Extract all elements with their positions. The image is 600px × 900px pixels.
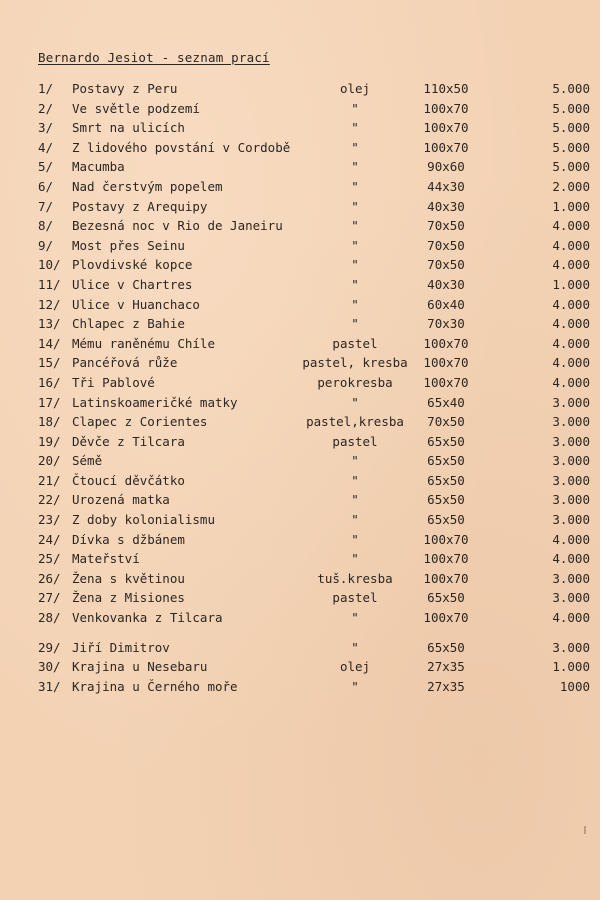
technique: pastel,kresba [306, 414, 404, 430]
item-number: 25/ [38, 551, 61, 567]
technique: " [351, 316, 359, 332]
item-number: 7/ [38, 198, 54, 214]
item-number: 3/ [38, 120, 54, 136]
list-item [0, 81, 600, 101]
work-title: Nad čerstvým popelem [72, 178, 223, 194]
price: 4.000 [552, 355, 590, 371]
work-title: Urozená matka [72, 492, 170, 508]
item-number: 24/ [38, 531, 61, 547]
price: 3.000 [552, 590, 590, 606]
technique: pastel, kresba [302, 355, 408, 371]
list-item [0, 395, 600, 415]
list-item [0, 571, 600, 591]
price: 3.000 [552, 433, 590, 449]
work-title: Žena z Misiones [72, 590, 185, 606]
technique: " [351, 159, 359, 175]
technique: " [351, 178, 359, 194]
dimensions: 100x70 [423, 531, 469, 547]
list-item [0, 512, 600, 532]
work-title: Venkovanka z Tilcara [72, 610, 223, 626]
price: 4.000 [552, 610, 590, 626]
list-item [0, 140, 600, 160]
list-item [0, 590, 600, 610]
technique: olej [339, 659, 371, 675]
list-item [0, 159, 600, 179]
price: 2.000 [552, 178, 590, 194]
work-title: Jiří Dimitrov [72, 639, 170, 655]
dimensions: 60x40 [427, 296, 465, 312]
dimensions: 70x50 [427, 237, 465, 253]
list-item [0, 375, 600, 395]
item-number: 15/ [38, 355, 61, 371]
list-item [0, 355, 600, 375]
technique: olej [339, 81, 371, 96]
technique: perokresba [317, 374, 393, 390]
list-item [0, 610, 600, 630]
price: 3.000 [552, 570, 590, 586]
technique: tuš.kresba [317, 570, 393, 586]
item-number: 13/ [38, 316, 61, 332]
dimensions: 65x50 [427, 492, 465, 508]
work-title: Děvče z Tilcara [72, 433, 185, 449]
item-number: 10/ [38, 257, 61, 273]
paper-mark [584, 826, 586, 834]
dimensions: 110x50 [423, 81, 469, 96]
technique: " [351, 639, 359, 655]
list-item [0, 238, 600, 258]
price: 4.000 [552, 551, 590, 567]
item-number: 8/ [38, 218, 54, 234]
work-title: Smrt na ulicích [72, 120, 185, 136]
dimensions: 100x70 [423, 610, 469, 626]
list-item [0, 640, 600, 660]
work-title: Chlapec z Bahie [72, 316, 185, 332]
work-title: Pancéřová růže [72, 355, 178, 371]
work-title: Ve světle podzemí [72, 100, 200, 116]
price: 3.000 [552, 639, 590, 655]
work-title: Plovdivské kopce [72, 257, 193, 273]
dimensions: 70x50 [427, 218, 465, 234]
price: 4.000 [552, 335, 590, 351]
technique: pastel [332, 335, 378, 351]
price: 3.000 [552, 414, 590, 430]
document-title: Bernardo Jesiot - seznam prací [38, 50, 270, 65]
dimensions: 70x50 [427, 257, 465, 273]
price: 5.000 [552, 120, 590, 136]
technique: " [351, 218, 359, 234]
item-number: 4/ [38, 139, 54, 155]
works-list [0, 81, 600, 698]
dimensions: 70x30 [427, 316, 465, 332]
dimensions: 40x30 [427, 198, 465, 214]
work-title: Most přes Seinu [72, 237, 185, 253]
list-item [0, 414, 600, 434]
technique: " [351, 610, 359, 626]
dimensions: 100x70 [423, 139, 469, 155]
work-title: Mateřství [72, 551, 140, 567]
price: 3.000 [552, 394, 590, 410]
list-item [0, 473, 600, 493]
list-item [0, 679, 600, 699]
price: 4.000 [552, 237, 590, 253]
item-number: 6/ [38, 178, 54, 194]
technique: " [351, 276, 359, 292]
dimensions: 90x60 [427, 159, 465, 175]
price: 4.000 [552, 218, 590, 234]
list-item [0, 336, 600, 356]
dimensions: 100x70 [423, 120, 469, 136]
list-item [0, 453, 600, 473]
dimensions: 65x50 [427, 453, 465, 469]
dimensions: 40x30 [427, 276, 465, 292]
item-number: 18/ [38, 414, 61, 430]
price: 1.000 [552, 198, 590, 214]
work-title: Z lidového povstání v Cordobě [72, 139, 291, 155]
item-number: 12/ [38, 296, 61, 312]
item-number: 23/ [38, 512, 61, 528]
work-title: Z doby kolonialismu [72, 512, 215, 528]
item-number: 20/ [38, 453, 61, 469]
list-item [0, 199, 600, 219]
technique: " [351, 472, 359, 488]
list-item [0, 659, 600, 679]
list-item [0, 532, 600, 552]
price: 5.000 [552, 139, 590, 155]
technique: " [351, 100, 359, 116]
item-number: 14/ [38, 335, 61, 351]
price: 4.000 [552, 316, 590, 332]
work-title: Postavy z Arequipy [72, 198, 208, 214]
technique: " [351, 492, 359, 508]
work-title: Dívka s džbánem [72, 531, 185, 547]
dimensions: 65x40 [427, 394, 465, 410]
dimensions: 44x30 [427, 178, 465, 194]
dimensions: 65x50 [427, 512, 465, 528]
item-number: 22/ [38, 492, 61, 508]
technique: " [351, 120, 359, 136]
work-title: Krajina u Nesebaru [72, 659, 208, 675]
dimensions: 100x70 [423, 374, 469, 390]
price: 1000 [559, 678, 590, 694]
technique: " [351, 237, 359, 253]
list-item [0, 551, 600, 571]
work-title: Krajina u Černého moře [72, 678, 238, 694]
dimensions: 27x35 [427, 678, 465, 694]
work-title: Tři Pablové [72, 374, 155, 390]
item-number: 19/ [38, 433, 61, 449]
list-item [0, 277, 600, 297]
item-number: 9/ [38, 237, 54, 253]
technique: " [351, 551, 359, 567]
item-number: 30/ [38, 659, 61, 675]
price: 4.000 [552, 296, 590, 312]
list-item [0, 297, 600, 317]
dimensions: 100x70 [423, 335, 469, 351]
list-item [0, 218, 600, 238]
price: 1.000 [552, 659, 590, 675]
list-item [0, 120, 600, 140]
price: 4.000 [552, 531, 590, 547]
price: 3.000 [552, 492, 590, 508]
item-number: 17/ [38, 394, 61, 410]
dimensions: 27x35 [427, 659, 465, 675]
work-title: Macumba [72, 159, 125, 175]
item-number: 11/ [38, 276, 61, 292]
item-number: 28/ [38, 610, 61, 626]
technique: " [351, 678, 359, 694]
work-title: Bezesná noc v Rio de Janeiru [72, 218, 283, 234]
technique: " [351, 296, 359, 312]
work-title: Sémě [72, 453, 103, 469]
item-number: 5/ [38, 159, 54, 175]
dimensions: 65x50 [427, 639, 465, 655]
row-gap [0, 630, 600, 640]
list-item [0, 492, 600, 512]
price: 3.000 [552, 512, 590, 528]
dimensions: 100x70 [423, 570, 469, 586]
price: 4.000 [552, 257, 590, 273]
price: 5.000 [552, 159, 590, 175]
item-number: 16/ [38, 374, 61, 390]
dimensions: 65x50 [427, 472, 465, 488]
list-item [0, 101, 600, 121]
item-number: 21/ [38, 472, 61, 488]
price: 5.000 [552, 100, 590, 116]
work-title: Mému raněnému Chíle [72, 335, 215, 351]
technique: " [351, 453, 359, 469]
list-item [0, 179, 600, 199]
price: 3.000 [552, 453, 590, 469]
dimensions: 100x70 [423, 100, 469, 116]
technique: " [351, 531, 359, 547]
dimensions: 65x50 [427, 590, 465, 606]
item-number: 31/ [38, 678, 61, 694]
item-number: 1/ [38, 81, 54, 96]
price: 4.000 [552, 374, 590, 390]
technique: " [351, 512, 359, 528]
work-title: Žena s květinou [72, 570, 185, 586]
list-item [0, 257, 600, 277]
technique: " [351, 257, 359, 273]
technique: pastel [332, 590, 378, 606]
item-number: 27/ [38, 590, 61, 606]
technique: " [351, 394, 359, 410]
work-title: Ulice v Chartres [72, 276, 193, 292]
dimensions: 100x70 [423, 355, 469, 371]
technique: pastel [332, 433, 378, 449]
price: 1.000 [552, 276, 590, 292]
work-title: Postavy z Peru [72, 81, 178, 96]
work-title: Clapec z Corientes [72, 414, 208, 430]
item-number: 2/ [38, 100, 54, 116]
dimensions: 100x70 [423, 551, 469, 567]
item-number: 26/ [38, 570, 61, 586]
list-item [0, 434, 600, 454]
price: 3.000 [552, 472, 590, 488]
technique: " [351, 198, 359, 214]
work-title: Čtoucí děvčátko [72, 472, 185, 488]
dimensions: 70x50 [427, 414, 465, 430]
item-number: 29/ [38, 639, 61, 655]
work-title: Latinskoameričké matky [72, 394, 238, 410]
technique: " [351, 139, 359, 155]
work-title: Ulice v Huanchaco [72, 296, 200, 312]
list-item [0, 316, 600, 336]
dimensions: 65x50 [427, 433, 465, 449]
price: 5.000 [552, 81, 590, 96]
